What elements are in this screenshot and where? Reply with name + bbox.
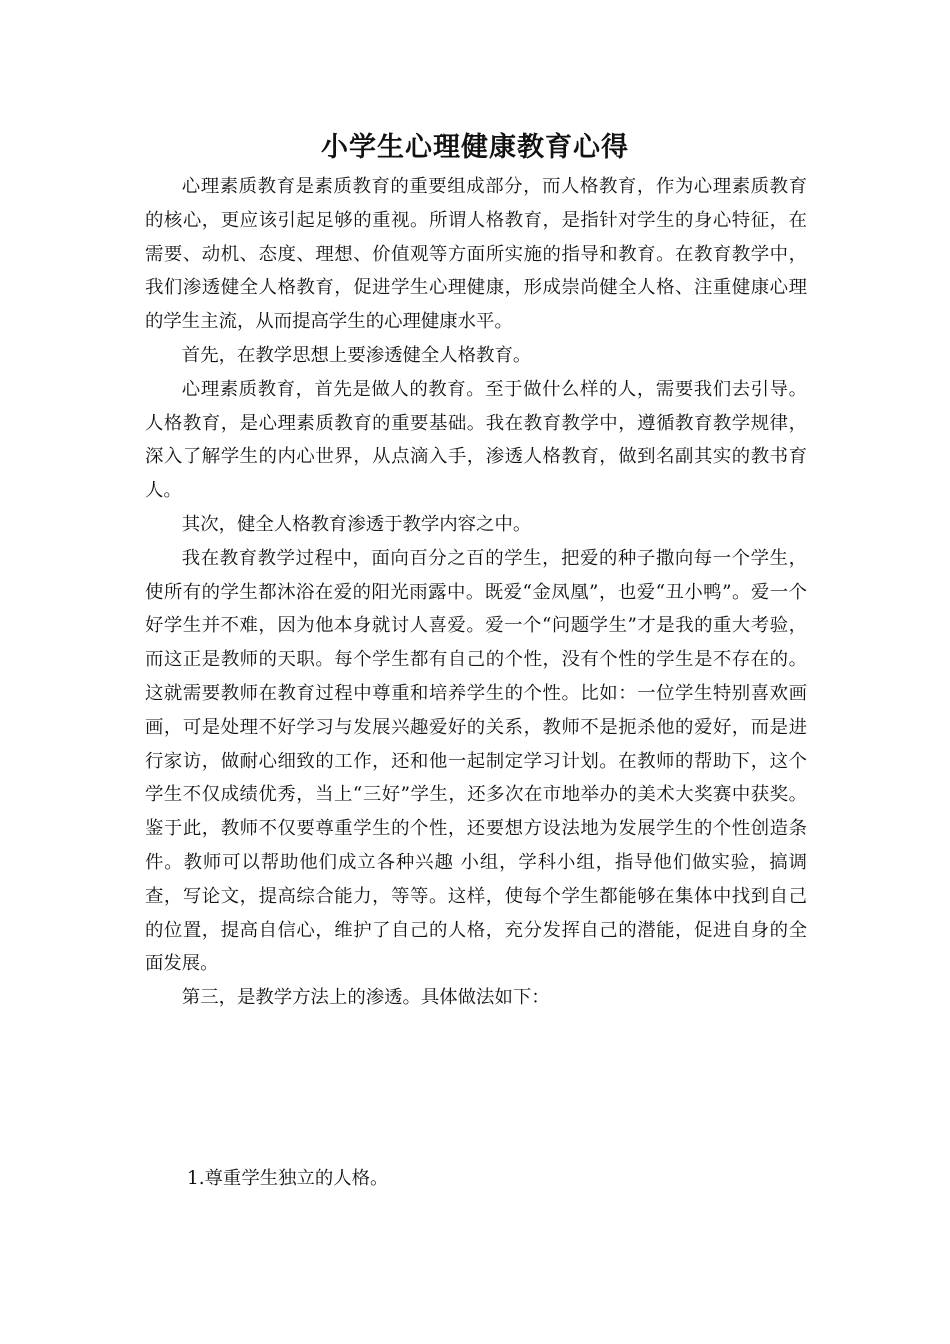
paragraph-second-detail: 我在教育教学过程中，面向百分之百的学生，把爱的种子撒向每一个学生，使所有的学生都沐浴在爱的阳光雨露中。既爱“金凤凰”，也爱“丑小鸭”。爱一个好学生并不难，因为他本身就讨人喜爱。爱一个“问题学生”才是我的重大考验，而这正是教师的天职。每个学生都有自己的个性，没有个性的学生是不存在的。这就需要教师在教育过程中尊重和培养学生的个性。比如：一位学生特别喜欢画画，可是处理不好学习与发展兴趣爱好的关系，教师不是扼杀他的爱好，而是进行家访，做耐心细致的工作，还和他一起制定学习计划。在教师的帮助下，这个学生不仅成绩优秀，当上“三好”学生，还多次在市地举办的美术大奖赛中获奖。鉴于此，教师不仅要尊重学生的个性，还要想方设法地为发展学生的个性创造条件。教师可以帮助他们成立各种兴趣 小组，学科小组，指导他们做实验，搞调查，写论文，提高综合能力，等等。这样，使每个学生都能够在集体中找到自己的位置，提高自信心，维护了自己的人格，充分发挥自己的潜能，促进自身的全面发展。 (145, 547, 807, 975)
paragraph-first-point: 首先，在教学思想上要渗透健全人格教育。 (181, 344, 532, 366)
document-title: 小学生心理健康教育心得 (321, 132, 629, 163)
list-item-1: 1.尊重学生独立的人格。 (187, 1168, 389, 1189)
paragraph-first-detail: 心理素质教育，首先是做人的教育。至于做什么样的人，需要我们去引导。人格教育，是心理素质教育的重要基础。我在教育教学中，遵循教育教学规律，深入了解学生的内心世界，从点滴入手，渗透人格教育，做到名副其实的教书育人。 (145, 378, 807, 502)
paragraph-intro: 心理素质教育是素质教育的重要组成部分，而人格教育，作为心理素质教育的核心，更应该引起足够的重视。所谓人格教育，是指针对学生的身心特征，在需要、动机、态度、理想、价值观等方面所实施的指导和教育。在教育教学中，我们渗透健全人格教育，促进学生心理健康，形成崇尚健全人格、注重健康心理的学生主流，从而提高学生的心理健康水平。 (145, 176, 807, 333)
paragraph-third-point: 第三，是教学方法上的渗透。具体做法如下： (181, 987, 550, 1009)
document-body (145, 170, 807, 1015)
paragraph-second-point: 其次，健全人格教育渗透于教学内容之中。 (181, 513, 532, 535)
